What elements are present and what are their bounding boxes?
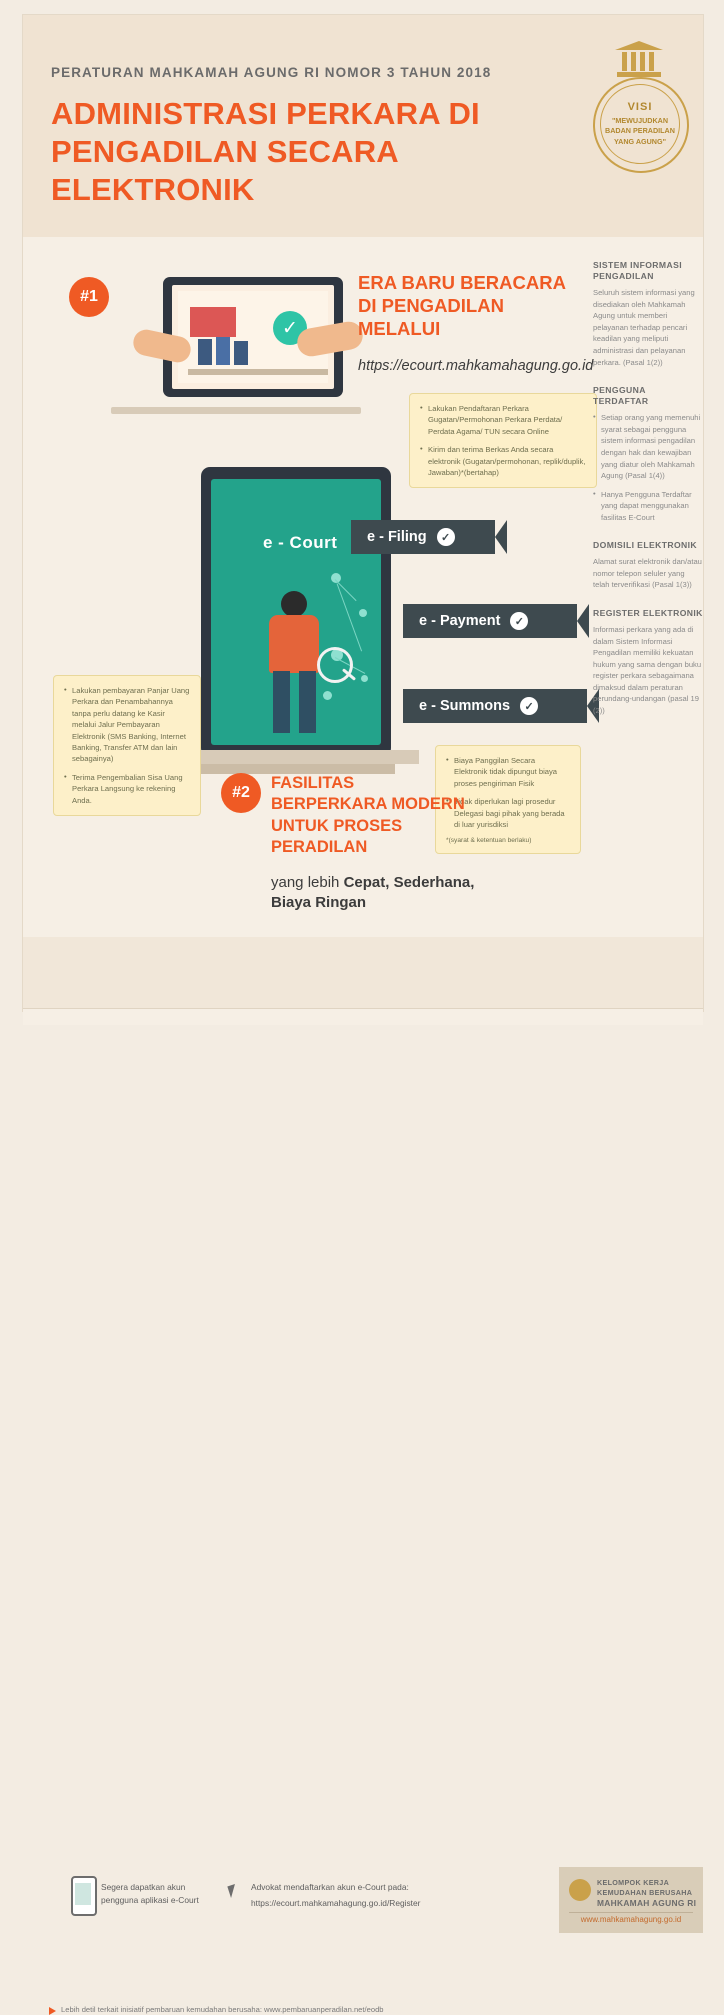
visi-seal bbox=[593, 77, 689, 173]
sidebar-bullet: • Hanya Pengguna Terdaftar yang dapat menggunakan fasilitas E-Court bbox=[593, 489, 703, 524]
sidebar-bullet: • Setiap orang yang memenuhi syarat sebagai pengguna sistem informasi pengadilan dengan hak dan kewajiban yang diatur oleh Mahkamah Agung (Pasal 1(4)) bbox=[593, 412, 703, 481]
brand-seal-icon bbox=[569, 1879, 591, 1901]
footer-bottom-note: Lebih detil terkait inisiatif pembaruan kemudahan berusaha: www.pembaruanperadilan.net/eodb bbox=[61, 2005, 384, 2014]
brand-line-1: KELOMPOK KERJA KEMUDAHAN BERUSAHA bbox=[597, 1878, 693, 1897]
ribbon-e-summons bbox=[403, 689, 599, 723]
section-2-title: FASILITAS BERPERKARA MODERN UNTUK PROSES PERADILAN bbox=[271, 774, 465, 857]
callout-item: • Biaya Panggilan Secara Elektronik tidak dipungut biaya proses pengiriman Fisik bbox=[446, 755, 570, 789]
callout-item: • Lakukan Pendaftaran Perkara Gugatan/Permohonan Perkara Perdata/ Perdata Agama/ TUN secara Online bbox=[420, 403, 586, 437]
person-figure bbox=[281, 591, 307, 617]
brand-line-2: MAHKAMAH AGUNG RI bbox=[597, 1898, 697, 1908]
brand-box bbox=[559, 1867, 703, 1933]
ribbon-label: e - Summons bbox=[419, 698, 511, 714]
courthouse-icon bbox=[615, 41, 663, 77]
ecourt-screen-label: e - Court bbox=[263, 533, 338, 552]
subtitle-bold: Cepat, Sederhana, Biaya Ringan bbox=[271, 874, 475, 912]
ribbon-e-payment bbox=[403, 604, 589, 638]
callout-item: • Terima Pengembalian Sisa Uang Perkara Langsung ke rekening Anda. bbox=[64, 772, 190, 806]
callout-section-1 bbox=[409, 393, 597, 488]
sidebar bbox=[593, 260, 703, 733]
sidebar-heading: PENGGUNA TERDAFTAR bbox=[593, 385, 649, 407]
check-icon: ✓ bbox=[273, 311, 307, 345]
visi-label: VISI bbox=[627, 100, 653, 113]
ribbon-label: e - Filing bbox=[367, 529, 427, 545]
footer-app-text: Segera dapatkan akun pengguna aplikasi e-Court bbox=[101, 1882, 199, 1905]
step-1-badge: #1 bbox=[69, 277, 109, 317]
callout-item: • Tidak diperlukan lagi prosedur Delegasi bagi pihak yang berada di luar yurisdiksi bbox=[446, 796, 570, 830]
tablet-illustration-2 bbox=[201, 467, 391, 757]
footer-advokat-line1: Advokat mendaftarkan akun e-Court pada: bbox=[251, 1882, 409, 1892]
check-icon: ✓ bbox=[510, 612, 528, 630]
cursor-icon bbox=[227, 1884, 238, 1898]
subtitle-plain: yang lebih bbox=[271, 874, 344, 891]
magnifier-icon bbox=[317, 647, 353, 683]
sidebar-paragraph: Informasi perkara yang ada di dalam Sistem Informasi Pengadilan memiliki kekuatan hukum yang sama dengan buku register perkara sebagaimana dimaksud dalam peraturan perundang-undangan (pasal 19 (2)) bbox=[593, 625, 702, 715]
sidebar-block-pengguna-terdaftar bbox=[593, 385, 703, 523]
check-icon: ✓ bbox=[520, 697, 538, 715]
poster-canvas bbox=[22, 14, 704, 2014]
sidebar-block-domisili-elektronik bbox=[593, 540, 703, 591]
ribbon-label: e - Payment bbox=[419, 613, 501, 629]
sidebar-block-sistem-informasi bbox=[593, 260, 703, 368]
ecourt-url: https://ecourt.mahkamahagung.go.id bbox=[358, 358, 594, 374]
sidebar-paragraph: Alamat surat elektronik dan/atau nomor telepon seluler yang telah terverifikasi (Pasal 1(3)) bbox=[593, 557, 702, 590]
section-2-subtitle bbox=[271, 873, 486, 914]
callout-item: • Kirim dan terima Berkas Anda secara elektronik (Gugatan/permohonan, replik/duplik, Jawaban)*(bertahap) bbox=[420, 444, 586, 478]
arrow-icon bbox=[49, 2007, 56, 2015]
platform-shadow bbox=[173, 750, 419, 764]
callout-item: • Lakukan pembayaran Panjar Uang Perkara dan Penambahannya tanpa perlu datang ke Kasir melalui Jalur Pembayaran Elektronik (SMS Banking, Internet Banking, Transfer ATM dan lain sebagainya) bbox=[64, 685, 190, 765]
visi-text: "MEWUJUDKAN BADAN PERADILAN YANG AGUNG" bbox=[605, 115, 675, 146]
page-title: ADMINISTRASI PERKARA DI PENGADILAN SECARA ELEKTRONIK bbox=[51, 96, 480, 207]
step-2-badge: #2 bbox=[221, 773, 261, 813]
callout-note: *(syarat & ketentuan berlaku) bbox=[446, 837, 532, 845]
footer bbox=[23, 937, 703, 1924]
desk-surface bbox=[111, 407, 361, 414]
callout-payment bbox=[53, 675, 201, 816]
section-1-title: ERA BARU BERACARA DI PENGADILAN MELALUI bbox=[358, 272, 566, 340]
sidebar-heading: SISTEM INFORMASI PENGADILAN bbox=[593, 260, 682, 282]
brand-url[interactable]: www.mahkamahagung.go.id bbox=[580, 1915, 682, 1924]
ribbon-e-filing bbox=[351, 520, 507, 554]
sidebar-paragraph: Seluruh sistem informasi yang disediakan oleh Mahkamah Agung untuk memberi pelayanan terhadap pencari keadilan yang meliputi administrasi dan pelayanan perkara. (Pasal 1(2)) bbox=[593, 288, 695, 367]
check-icon: ✓ bbox=[437, 528, 455, 546]
header bbox=[23, 15, 703, 237]
sidebar-heading: DOMISILI ELEKTRONIK bbox=[593, 540, 698, 551]
header-eyebrow: PERATURAN MAHKAMAH AGUNG RI NOMOR 3 TAHUN 2018 bbox=[51, 65, 492, 80]
sidebar-heading: REGISTER ELEKTRONIK bbox=[593, 607, 703, 618]
footer-advokat-line2[interactable]: https://ecourt.mahkamahagung.go.id/Register bbox=[251, 1898, 421, 1908]
sidebar-block-register-elektronik bbox=[593, 608, 703, 716]
phone-icon bbox=[71, 1876, 97, 1916]
